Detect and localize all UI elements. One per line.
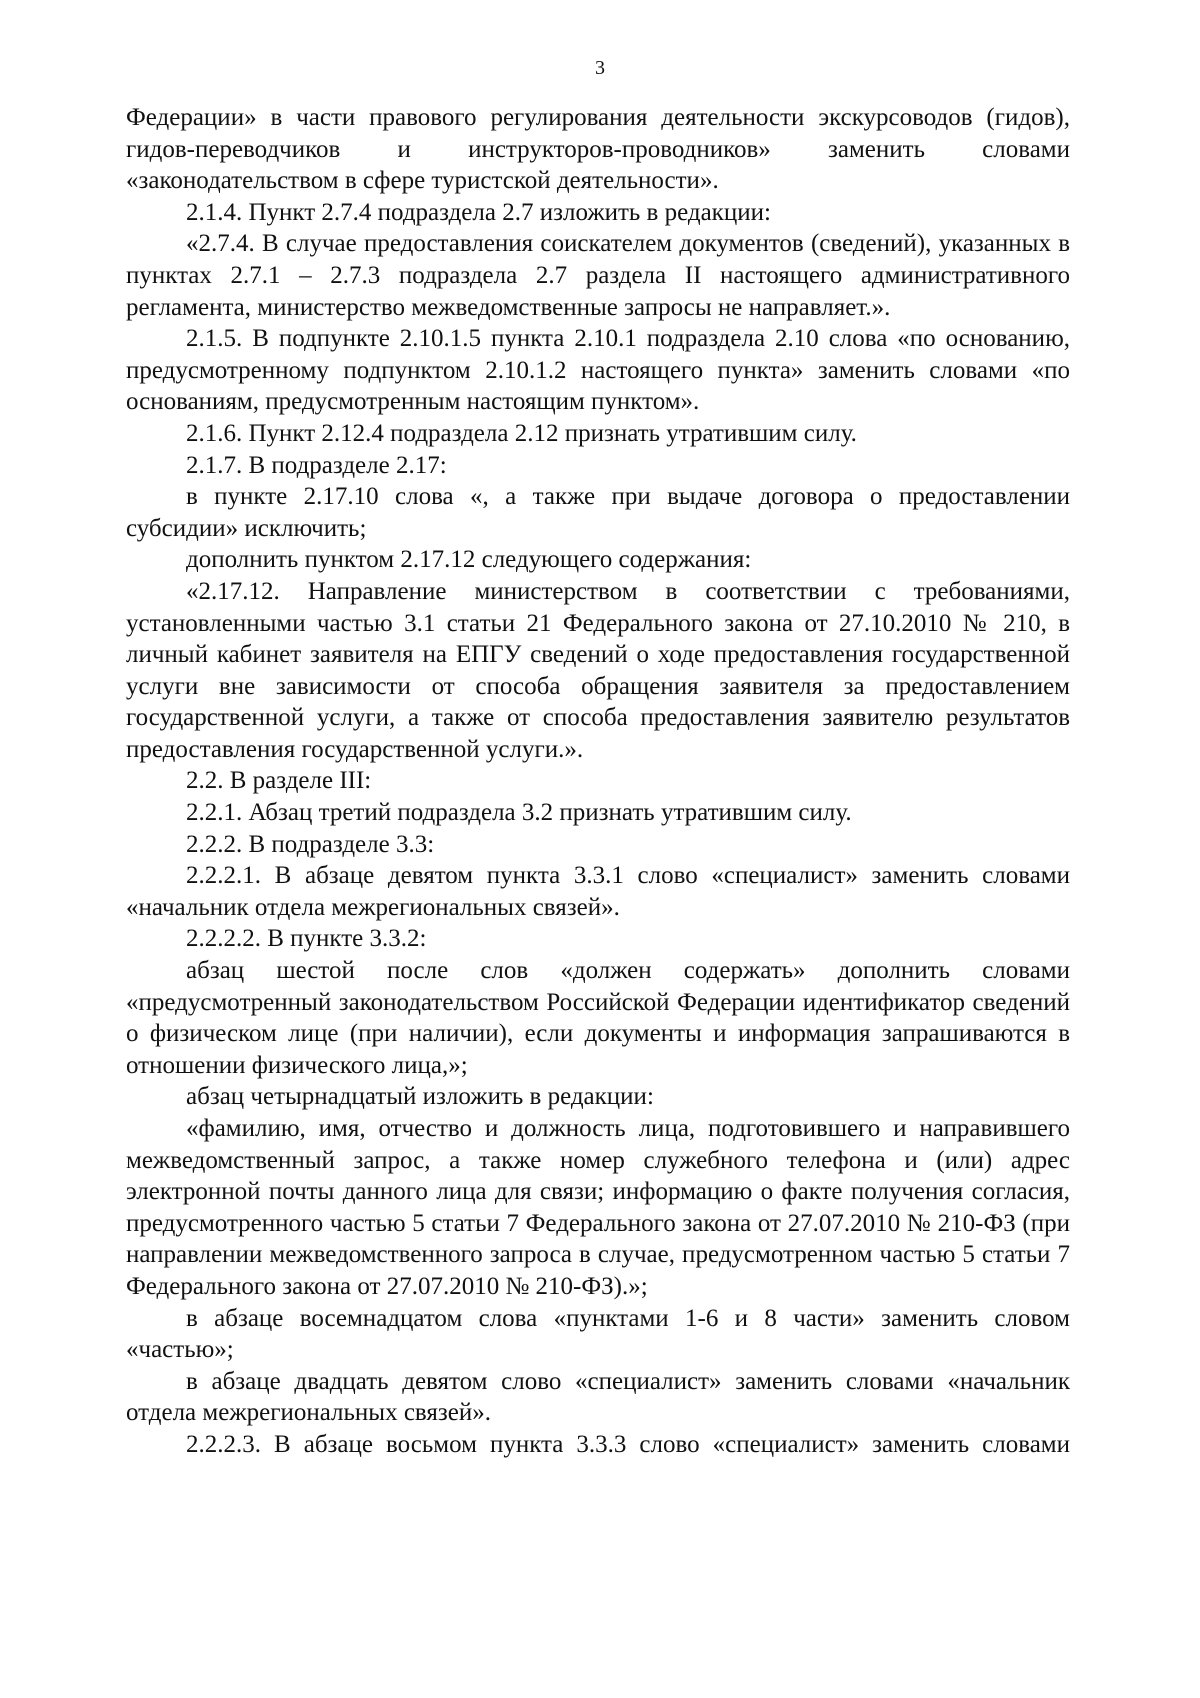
paragraph: 2.1.4. Пункт 2.7.4 подраздела 2.7 изложить в редакции: xyxy=(186,198,771,226)
page-number: 3 xyxy=(595,57,605,79)
paragraph: 2.2.1. Абзац третий подраздела 3.2 признать утратившим силу. xyxy=(186,799,852,827)
document-body xyxy=(126,102,1070,1461)
paragraph: в абзаце двадцать девятом слово «специалист» заменить словами «начальник отдела межрегиональных связей». xyxy=(126,1367,1070,1427)
paragraph: Федерации» в части правового регулирования деятельности экскурсоводов (гидов), гидов-переводчиков и инструкторов-проводников» заменить словами «законодательством в сфере туристской деятельности». xyxy=(126,104,1070,195)
paragraph: 2.1.6. Пункт 2.12.4 подраздела 2.12 признать утратившим силу. xyxy=(186,419,857,447)
paragraph: «фамилию, имя, отчество и должность лица, подготовившего и направившего межведомственный запрос, а также номер служебного телефона и (или) адрес электронной почты данного лица для связи; информацию о факте получения согласия, предусмотренного частью 5 статьи 7 Федерального закона от 27.07.2010 № 210-ФЗ (при направлении межведомственного запроса в случае, предусмотренном частью 5 статьи 7 Федерального закона от 27.07.2010 № 210-ФЗ).»; xyxy=(126,1115,1070,1300)
paragraph: 2.1.5. В подпункте 2.10.1.5 пункта 2.10.1 подраздела 2.10 слова «по основанию, предусмотренному подпунктом 2.10.1.2 настоящего пункта» заменить словами «по основаниям, предусмотренным настоящим пунктом». xyxy=(126,325,1070,416)
paragraph: 2.2.2.3. В абзаце восьмом пункта 3.3.3 слово «специалист» заменить словами xyxy=(186,1430,1070,1458)
paragraph: в абзаце восемнадцатом слова «пунктами 1-6 и 8 части» заменить словом «частью»; xyxy=(126,1304,1070,1364)
paragraph: абзац четырнадцатый изложить в редакции: xyxy=(186,1083,654,1111)
paragraph: 2.1.7. В подразделе 2.17: xyxy=(186,451,447,479)
paragraph: в пункте 2.17.10 слова «, а также при выдаче договора о предоставлении субсидии» исключить; xyxy=(126,483,1070,542)
paragraph: «2.17.12. Направление министерством в соответствии с требованиями, установленными частью 3.1 статьи 21 Федерального закона от 27.10.2010 № 210, в личный кабинет заявителя на ЕПГУ сведений о ходе предоставления государственной услуги вне зависимости от способа обращения заявителя за предоставлением государственной услуги, а также от способа предоставления заявителю результатов предоставления государственной услуги.». xyxy=(126,577,1070,763)
paragraph: абзац шестой после слов «должен содержать» дополнить словами «предусмотренный законодательством Российской Федерации идентификатор сведений о физическом лице (при наличии), если документы и информация запрашиваются в отношении физического лица,»; xyxy=(126,957,1070,1079)
paragraph: 2.2. В разделе III: xyxy=(186,767,372,795)
paragraph: 2.2.2. В подразделе 3.3: xyxy=(186,830,435,858)
paragraph: «2.7.4. В случае предоставления соискателем документов (сведений), указанных в пунктах 2.7.1 – 2.7.3 подраздела 2.7 раздела II настоящего административного регламента, министерство межведомственные запросы не направляет.». xyxy=(126,230,1070,321)
paragraph: дополнить пунктом 2.17.12 следующего содержания: xyxy=(186,546,752,574)
paragraph: 2.2.2.2. В пункте 3.3.2: xyxy=(186,925,427,953)
paragraph: 2.2.2.1. В абзаце девятом пункта 3.3.1 слово «специалист» заменить словами «начальник отдела межрегиональных связей». xyxy=(126,862,1070,921)
